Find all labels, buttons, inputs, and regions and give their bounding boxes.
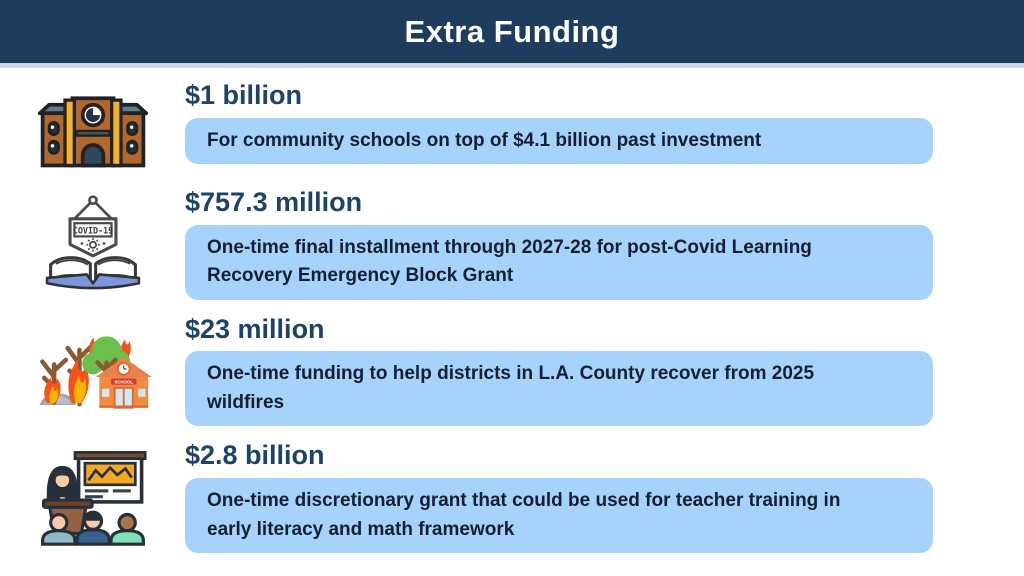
funding-description: One-time final installment through 2027-28 for post-Covid Learning Recovery Emergency Block Grant <box>185 225 933 300</box>
title-bar <box>0 0 1024 68</box>
funding-entry <box>185 441 933 553</box>
teacher-presentation-icon <box>0 441 185 546</box>
funding-entry <box>185 188 933 300</box>
funding-description: For community schools on top of $4.1 billion past investment <box>185 118 933 165</box>
funding-row-teacher-training <box>0 441 1024 553</box>
page-title: Extra Funding <box>404 13 620 49</box>
covid-book-icon <box>0 188 185 293</box>
funding-row-wildfires <box>0 315 1024 427</box>
funding-row-community-schools <box>0 81 1024 173</box>
school-sign-label: SCHOOL <box>113 379 133 385</box>
funding-amount: $23 million <box>185 313 325 344</box>
funding-description: One-time discretionary grant that could be used for teacher training in early literacy and math framework <box>185 478 933 553</box>
funding-amount: $757.3 million <box>185 187 363 217</box>
funding-amount: $2.8 billion <box>185 440 325 471</box>
funding-amount: $1 billion <box>185 80 303 110</box>
funding-description: One-time funding to help districts in L.A. County recover from 2025 wildfires <box>185 351 933 426</box>
funding-entry <box>185 315 933 427</box>
funding-entry <box>185 81 933 164</box>
school-building-icon <box>0 81 185 173</box>
wildfire-school-icon <box>0 315 185 415</box>
covid-sign-label: COVID-19 <box>72 225 113 236</box>
funding-list <box>0 68 1024 553</box>
funding-row-covid-recovery <box>0 188 1024 300</box>
